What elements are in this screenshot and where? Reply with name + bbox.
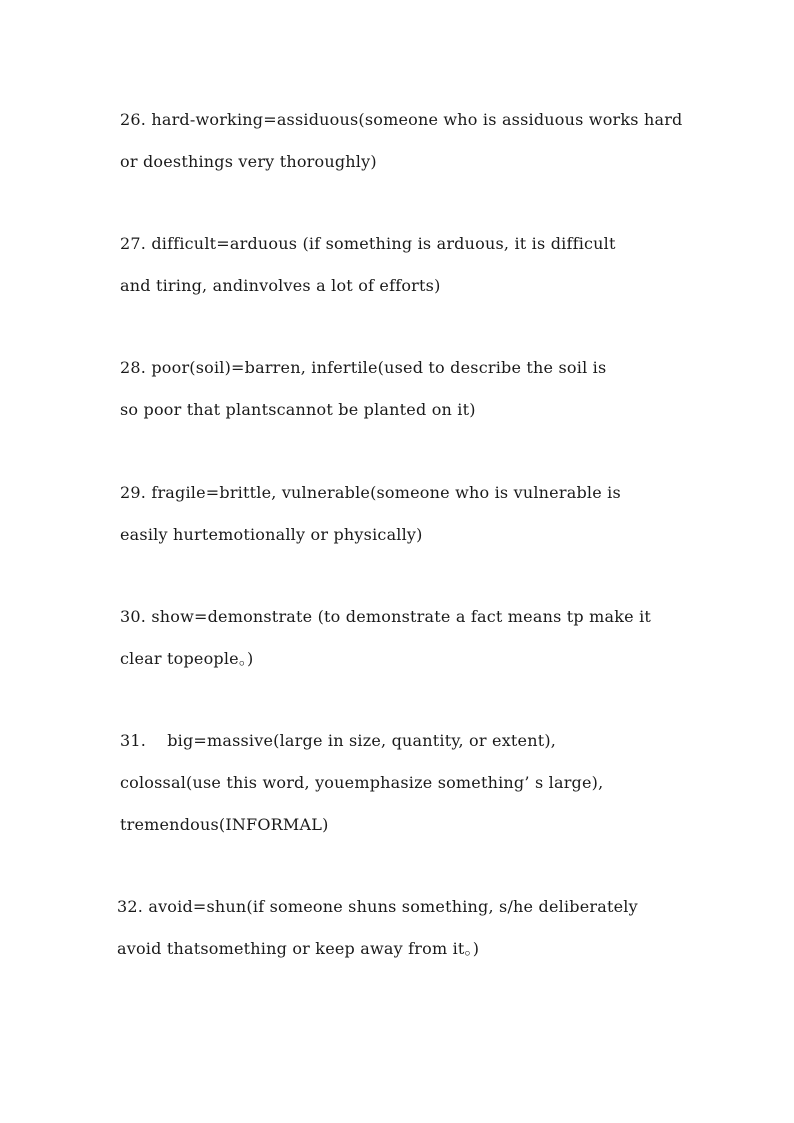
vocabulary-entry-32 [117, 886, 677, 970]
entry-line: 31. big=massive(large in size, quantity, or extent), [120, 731, 557, 750]
entry-line: 26. hard-working=assiduous(someone who is assiduous works hard [120, 110, 683, 129]
entry-line: and tiring, andinvolves a lot of efforts) [120, 276, 441, 295]
entry-line: or doesthings very thoroughly) [120, 152, 377, 171]
entry-line: 29. fragile=brittle, vulnerable(someone who is vulnerable is [120, 483, 621, 502]
vocabulary-entry-28 [120, 347, 680, 431]
entry-line: clear topeople。) [120, 649, 254, 668]
vocabulary-entry-29 [120, 472, 680, 556]
vocabulary-entry-31 [120, 720, 680, 846]
entry-line: tremendous(INFORMAL) [120, 815, 329, 834]
entry-line: 27. difficult=arduous (if something is arduous, it is difficult [120, 234, 616, 253]
entry-line: 32. avoid=shun(if someone shuns something, s/he deliberately [117, 897, 638, 916]
entry-line: avoid thatsomething or keep away from it。) [117, 939, 480, 958]
vocabulary-entry-26 [120, 99, 683, 183]
entry-line: so poor that plantscannot be planted on it) [120, 400, 476, 419]
entry-line: 30. show=demonstrate (to demonstrate a fact means tp make it [120, 607, 652, 626]
vocabulary-entry-30 [120, 596, 680, 680]
entry-line: 28. poor(soil)=barren, infertile(used to describe the soil is [120, 358, 607, 377]
entry-line: colossal(use this word, youemphasize something’ s large), [120, 773, 604, 792]
vocabulary-entry-27 [120, 223, 680, 307]
entry-line: easily hurtemotionally or physically) [120, 525, 423, 544]
